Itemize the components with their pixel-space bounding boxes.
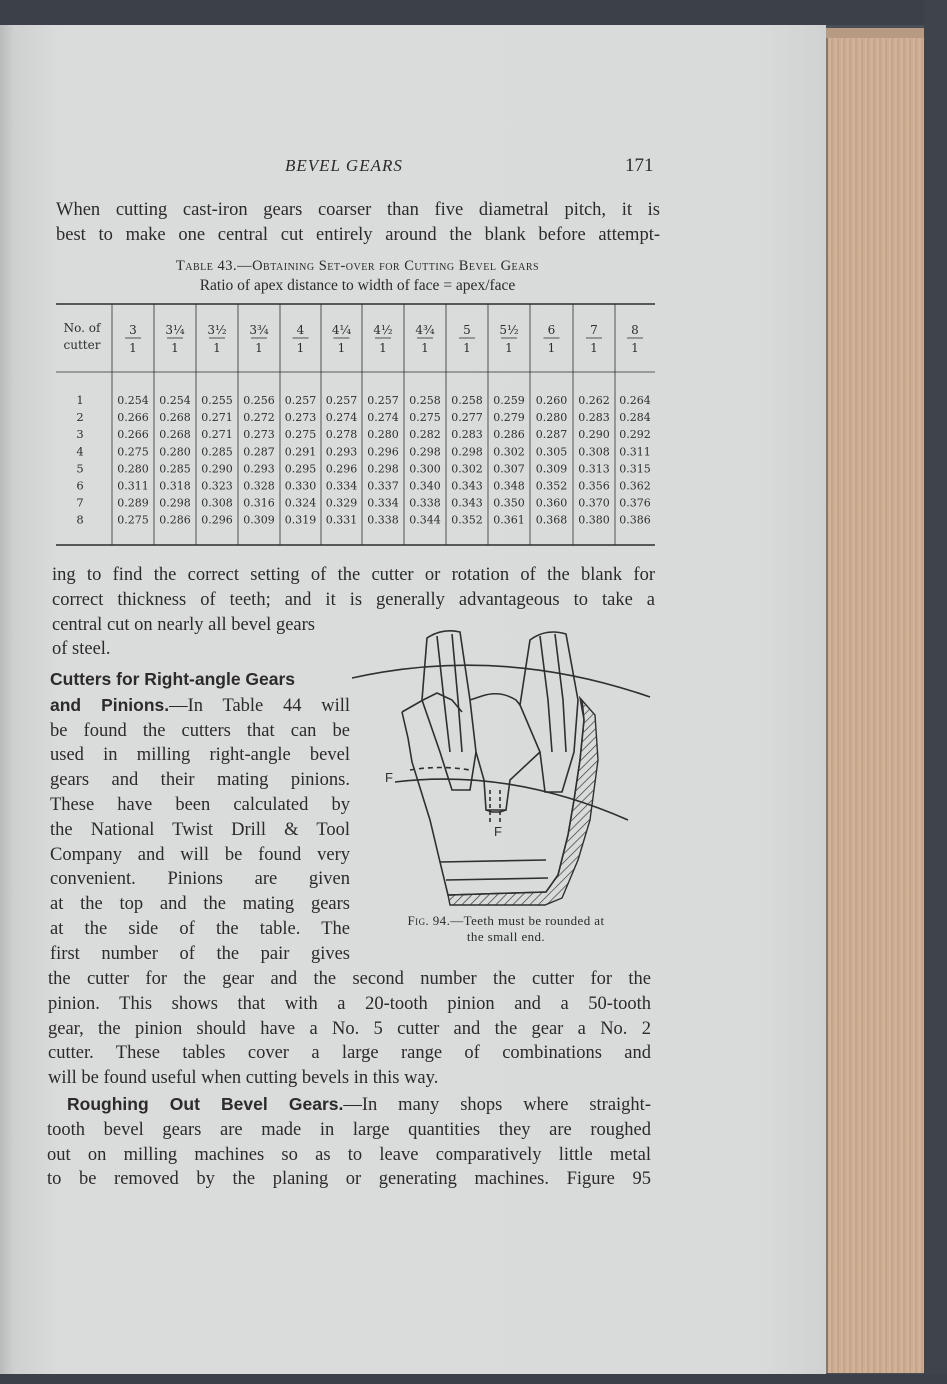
- table-cell: 0.257: [284, 394, 317, 407]
- ratio-denominator: 1: [296, 341, 305, 355]
- table-cell: 0.296: [367, 445, 399, 459]
- cutter-number: 8: [76, 512, 84, 527]
- text-line: at the top and the mating gears: [50, 894, 350, 915]
- table-cell: 0.296: [201, 513, 233, 527]
- ratio-denominator: 1: [379, 341, 387, 355]
- figure-caption-text-2: the small end.: [466, 929, 546, 944]
- ratio-denominator: 1: [255, 341, 263, 355]
- text-line: cutter. These tables cover a large range of combinations and: [48, 1043, 651, 1064]
- table-cell: 0.308: [578, 445, 610, 459]
- table-cell: 0.287: [243, 445, 275, 459]
- cutter-number: 1: [76, 393, 84, 407]
- table-cell: 0.337: [367, 479, 399, 493]
- figure-caption-text: —Teeth must be rounded at: [450, 913, 605, 928]
- table-cell: 0.318: [159, 479, 191, 493]
- table-cell: 0.271: [201, 411, 233, 425]
- figure-caption-label: Fig. 94.: [407, 913, 451, 928]
- table-cell: 0.274: [325, 411, 358, 425]
- table-cell: 0.331: [325, 513, 358, 527]
- table-cell: 0.309: [243, 513, 275, 527]
- text-line: ing to find the correct setting of the cutter or rotation of the blank for: [52, 565, 655, 585]
- text-line: of steel.: [52, 639, 111, 660]
- ratio-numerator: 3½: [207, 323, 227, 337]
- table-cell: 0.316: [243, 496, 275, 510]
- table-cell: 0.283: [578, 411, 610, 425]
- table-cell: 0.370: [578, 496, 610, 510]
- ratio-numerator: 6: [547, 323, 556, 337]
- table-cell: 0.258: [409, 394, 441, 407]
- table-cell: 0.380: [578, 513, 610, 527]
- cutter-number: 5: [76, 461, 84, 476]
- text-line: gear, the pinion should have a No. 5 cutter and the gear a No. 2: [48, 1018, 651, 1039]
- table-cell: 0.259: [493, 394, 525, 407]
- text-line: convenient. Pinions are given: [50, 869, 350, 890]
- table-cell: 0.257: [367, 394, 399, 407]
- cutter-number: 3: [76, 427, 84, 442]
- cutter-number: 7: [76, 495, 84, 510]
- text-line: the cutter for the gear and the second number the cutter for the: [48, 969, 651, 989]
- table-cell: 0.254: [117, 394, 149, 407]
- table-cell: 0.280: [535, 411, 568, 425]
- table-cell: 0.275: [117, 445, 149, 459]
- section-heading: Cutters for Right-angle Gears: [50, 669, 296, 689]
- table-cell: 0.280: [117, 462, 149, 476]
- figure-caption: [360, 913, 652, 945]
- table-cell: 0.279: [493, 411, 525, 425]
- table-cell: 0.273: [243, 428, 275, 442]
- table-cell: 0.343: [451, 496, 483, 510]
- table-cell: 0.386: [619, 513, 651, 527]
- ratio-numerator: 5½: [499, 323, 519, 337]
- ratio-denominator: 1: [505, 341, 513, 355]
- text-line: tooth bevel gears are made in large quantities they are roughed: [47, 1119, 651, 1140]
- table-caption: Table 43.—Obtaining Set-over for Cutting Bevel Gears: [175, 258, 540, 274]
- table-cell: 0.298: [159, 496, 191, 510]
- text-line: used in milling right-angle bevel: [50, 745, 350, 766]
- text-line: first number of the pair gives: [50, 943, 350, 964]
- table-cell: 0.290: [578, 428, 610, 442]
- cutter-number: 6: [76, 478, 84, 493]
- ratio-numerator: 4½: [373, 323, 393, 337]
- table-cell: 0.272: [243, 411, 275, 425]
- text-line: and Pinions.—In Table 44 will: [50, 694, 350, 716]
- row-header-label: cutter: [63, 338, 101, 352]
- text-line: These have been calculated by: [50, 794, 350, 815]
- text-line: out on milling machines so as to leave comparatively little metal: [47, 1144, 651, 1165]
- ratio-numerator: 3: [129, 323, 137, 337]
- table-cell: 0.360: [535, 496, 568, 510]
- table-cell: 0.352: [451, 513, 483, 527]
- figure-label-bottom: F: [494, 824, 502, 839]
- table-cell: 0.376: [619, 496, 651, 510]
- table-cell: 0.334: [325, 479, 358, 493]
- table-cell: 0.352: [535, 479, 568, 493]
- table-cell: 0.362: [619, 479, 651, 493]
- ratio-numerator: 8: [631, 323, 639, 337]
- table-cell: 0.266: [117, 411, 149, 425]
- table-cell: 0.264: [619, 394, 651, 407]
- table-cell: 0.275: [284, 428, 317, 442]
- text-line: pinion. This shows that with a 20-tooth pinion and a 50-tooth: [48, 993, 651, 1014]
- table-cell: 0.309: [535, 462, 568, 476]
- table-cell: 0.257: [325, 394, 358, 407]
- table-cell: 0.268: [159, 428, 191, 442]
- ratio-numerator: 5: [463, 323, 471, 337]
- table-cell: 0.323: [201, 479, 233, 493]
- table-cell: 0.271: [201, 428, 233, 442]
- table-cell: 0.258: [451, 394, 483, 407]
- text-line: central cut on nearly all bevel gears: [52, 614, 315, 635]
- table-cell: 0.302: [451, 462, 483, 476]
- table-cell: 0.298: [451, 445, 483, 459]
- table-cell: 0.285: [159, 462, 191, 476]
- table-cell: 0.277: [451, 411, 483, 425]
- table-cell: 0.286: [159, 513, 191, 527]
- ratio-numerator: 4: [296, 323, 305, 337]
- table-cell: 0.313: [578, 462, 610, 476]
- table-cell: 0.350: [493, 496, 525, 510]
- ratio-numerator: 3¼: [165, 323, 185, 337]
- table-cell: 0.293: [243, 462, 275, 476]
- text-line: When cutting cast-iron gears coarser than five diametral pitch, it is: [56, 200, 660, 220]
- table-cell: 0.295: [284, 462, 317, 476]
- text-line: correct thickness of teeth; and it is generally advantageous to take a: [52, 589, 655, 610]
- cutter-number: 2: [76, 410, 84, 425]
- table-cell: 0.330: [284, 479, 317, 493]
- ratio-denominator: 1: [421, 341, 429, 355]
- table-cell: 0.290: [201, 462, 233, 476]
- ratio-denominator: 1: [213, 341, 221, 355]
- ratio-numerator: 4¾: [415, 323, 435, 337]
- table-cell: 0.287: [535, 428, 568, 442]
- table-cell: 0.280: [159, 445, 191, 459]
- text-line: be found the cutters that can be: [50, 720, 350, 741]
- table-cell: 0.292: [619, 428, 651, 442]
- table-cell: 0.298: [367, 462, 399, 476]
- table-cell: 0.368: [535, 513, 568, 527]
- table-cell: 0.275: [409, 411, 441, 425]
- table-cell: 0.296: [325, 462, 358, 476]
- table-cell: 0.266: [117, 428, 149, 442]
- table-cell: 0.334: [367, 496, 399, 510]
- cutter-number: 4: [76, 444, 84, 459]
- table-cell: 0.293: [325, 445, 358, 459]
- ratio-numerator: 4¼: [331, 323, 352, 337]
- text-line: to be removed by the planing or generating machines. Figure 95: [47, 1169, 651, 1190]
- ratio-denominator: 1: [631, 341, 639, 355]
- ratio-denominator: 1: [463, 341, 471, 355]
- table-subcaption: Ratio of apex distance to width of face = apex/face: [199, 277, 516, 294]
- section-heading-cont: and Pinions.: [50, 694, 170, 715]
- figure-label-left: F: [385, 770, 393, 785]
- table-cell: 0.329: [325, 496, 358, 510]
- section-heading: Roughing Out Bevel Gears.: [67, 1094, 344, 1114]
- table-cell: 0.280: [367, 428, 399, 442]
- table-cell: 0.254: [159, 394, 191, 407]
- table-cell: 0.282: [409, 428, 441, 442]
- text-line: best to make one central cut entirely around the blank before attempt-: [56, 224, 660, 245]
- table-cell: 0.268: [159, 411, 191, 425]
- text-line: gears and their mating pinions.: [50, 770, 350, 791]
- table-cell: 0.286: [493, 428, 525, 442]
- ratio-denominator: 1: [590, 341, 598, 355]
- table-cell: 0.348: [493, 479, 525, 493]
- ratio-denominator: 1: [171, 341, 179, 355]
- text-line: at the side of the table. The: [50, 918, 350, 939]
- table-cell: 0.256: [243, 394, 275, 407]
- table-cell: 0.328: [243, 479, 275, 493]
- page-number: 171: [625, 155, 654, 176]
- text-line: Company and will be found very: [50, 844, 350, 865]
- table-cell: 0.275: [117, 513, 149, 527]
- table-cell: 0.283: [451, 428, 483, 442]
- text-line: will be found useful when cutting bevels in this way.: [48, 1068, 439, 1089]
- table-cell: 0.315: [619, 462, 651, 476]
- table-cell: 0.307: [493, 462, 525, 476]
- running-title: BEVEL GEARS: [285, 156, 403, 175]
- table-cell: 0.340: [409, 479, 441, 493]
- ratio-denominator: 1: [129, 341, 137, 355]
- table-cell: 0.300: [409, 462, 441, 476]
- table-cell: 0.278: [325, 428, 358, 442]
- table-cell: 0.298: [409, 445, 441, 459]
- table-cell: 0.361: [493, 513, 525, 527]
- table-cell: 0.319: [284, 513, 317, 527]
- table-cell: 0.344: [409, 513, 441, 527]
- table-cell: 0.262: [578, 394, 610, 407]
- table-cell: 0.255: [201, 394, 233, 407]
- text-line: the National Twist Drill & Tool: [50, 819, 350, 840]
- table-cell: 0.273: [284, 411, 317, 425]
- ratio-numerator: 3¾: [249, 323, 269, 337]
- table-cell: 0.291: [284, 445, 317, 459]
- table-cell: 0.311: [619, 445, 651, 459]
- table-cell: 0.324: [284, 496, 317, 510]
- table-cell: 0.285: [201, 445, 233, 459]
- table-cell: 0.260: [535, 394, 568, 407]
- text-line: Roughing Out Bevel Gears.—In many shops where straight-: [67, 1094, 651, 1115]
- table-cell: 0.343: [451, 479, 483, 493]
- table-cell: 0.302: [493, 445, 525, 459]
- ratio-denominator: 1: [547, 341, 556, 355]
- ratio-numerator: 7: [590, 323, 598, 337]
- table-cell: 0.274: [367, 411, 399, 425]
- table-cell: 0.311: [117, 479, 149, 493]
- table-cell: 0.338: [409, 496, 441, 510]
- table-cell: 0.289: [117, 496, 149, 510]
- table-cell: 0.356: [578, 479, 610, 493]
- ratio-denominator: 1: [337, 341, 346, 355]
- row-header-label: No. of: [63, 321, 101, 335]
- table-cell: 0.284: [619, 411, 651, 425]
- table-cell: 0.305: [535, 445, 568, 459]
- table-cell: 0.338: [367, 513, 399, 527]
- table-cell: 0.308: [201, 496, 233, 510]
